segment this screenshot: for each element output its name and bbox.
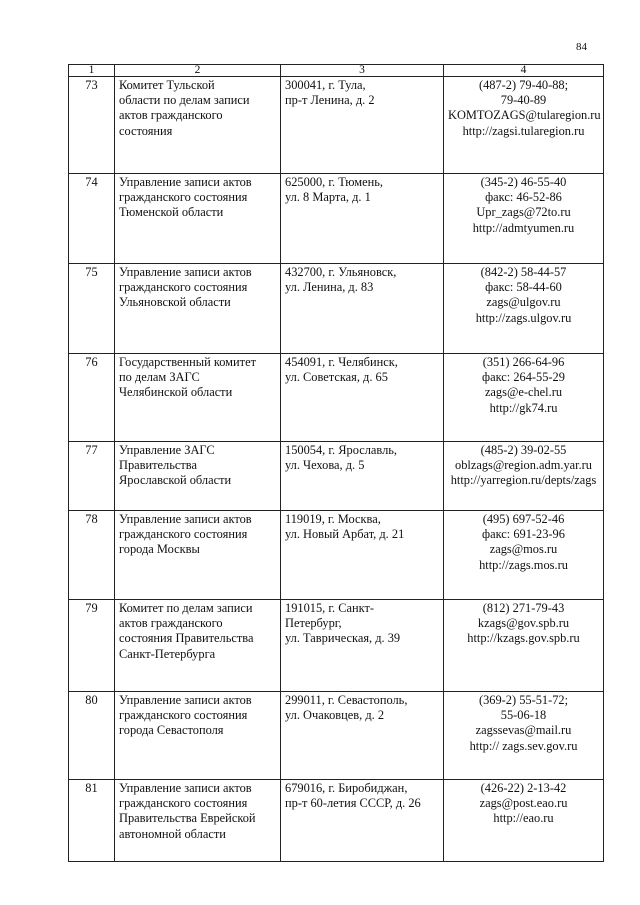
organization-contacts-line: http://kzags.gov.spb.ru — [467, 631, 580, 646]
organization-contacts-line: (495) 697-52-46 — [482, 512, 565, 526]
organization-address-line: Петербург, — [285, 616, 342, 631]
organization-address-line: пр-т 60-летия СССР, д. 26 — [285, 796, 421, 811]
organization-name — [115, 442, 281, 511]
organization-name-line: Комитет Тульской — [119, 78, 215, 92]
organization-contacts — [444, 77, 604, 174]
organization-name-line: Государственный комитет — [119, 355, 256, 369]
organization-name — [115, 174, 281, 264]
table-row — [69, 174, 604, 264]
row-number: 79 — [69, 600, 115, 692]
organization-address-line: ул. Новый Арбат, д. 21 — [285, 527, 405, 542]
row-number: 75 — [69, 264, 115, 354]
organization-address-line: ул. Чехова, д. 5 — [285, 458, 365, 473]
organization-address-line: пр-т Ленина, д. 2 — [285, 93, 375, 108]
row-number: 76 — [69, 354, 115, 442]
organization-name-line: Правительства Еврейской — [119, 811, 256, 826]
header-row — [69, 65, 604, 77]
organization-address-line: 299011, г. Севастополь, — [285, 693, 408, 707]
organization-contacts — [444, 692, 604, 780]
organization-contacts-line: факс: 46-52-86 — [485, 190, 562, 205]
header-col-1: 1 — [69, 65, 115, 77]
organization-address-line: ул. 8 Марта, д. 1 — [285, 190, 371, 205]
organization-address-line: 454091, г. Челябинск, — [285, 355, 398, 369]
header-col-4: 4 — [444, 65, 604, 77]
page-number: 84 — [576, 41, 587, 53]
organization-name-line: Комитет по делам записи — [119, 601, 253, 615]
organization-name-line: Управление записи актов — [119, 512, 252, 526]
organization-contacts-line: http://gk74.ru — [489, 400, 558, 415]
organization-address-line: ул. Советская, д. 65 — [285, 370, 388, 385]
organization-address-line: 679016, г. Биробиджан, — [285, 781, 408, 795]
organization-address-line: 119019, г. Москва, — [285, 512, 381, 526]
organization-name — [115, 354, 281, 442]
organization-address-line: 432700, г. Ульяновск, — [285, 265, 397, 279]
organization-contacts — [444, 264, 604, 354]
organization-name-line: состояния Правительства — [119, 631, 254, 646]
row-number: 74 — [69, 174, 115, 264]
organization-contacts — [444, 511, 604, 600]
organization-contacts-line: Upr_zags@72to.ru — [476, 205, 571, 220]
organization-address — [281, 77, 444, 174]
organization-name-line: Тюменской области — [119, 205, 224, 220]
organization-contacts-line: факс: 58-44-60 — [485, 280, 562, 295]
organization-name-line: города Москвы — [119, 542, 200, 557]
organization-name-line: Управление ЗАГС — [119, 443, 215, 457]
organization-contacts-line: http://zags.mos.ru — [479, 557, 568, 572]
organization-name — [115, 511, 281, 600]
organization-address-line: 625000, г. Тюмень, — [285, 175, 384, 189]
organization-contacts-line: (842-2) 58-44-57 — [480, 265, 567, 279]
table-row — [69, 442, 604, 511]
organization-contacts-line: http://yarregion.ru/depts/zags — [450, 473, 597, 488]
organization-name-line: области по делам записи — [119, 93, 250, 108]
organization-contacts-line: (812) 271-79-43 — [482, 601, 565, 615]
row-number: 73 — [69, 77, 115, 174]
organization-address-line: 150054, г. Ярославль, — [285, 443, 398, 457]
organization-name-line: Челябинской области — [119, 385, 233, 400]
organization-name-line: гражданского состояния — [119, 708, 248, 723]
organization-name-line: состояния — [119, 123, 173, 138]
organization-contacts-line: факс: 264-55-29 — [482, 370, 565, 385]
organization-contacts-line: (351) 266-64-96 — [482, 355, 565, 369]
header-col-3: 3 — [281, 65, 444, 77]
organization-name-line: автономной области — [119, 826, 226, 841]
organization-name — [115, 264, 281, 354]
organization-contacts — [444, 442, 604, 511]
organization-name-line: Санкт-Петербурга — [119, 646, 216, 661]
organization-address — [281, 354, 444, 442]
organization-address — [281, 600, 444, 692]
organization-contacts-line: zags@ulgov.ru — [486, 295, 561, 310]
organization-name-line: актов гражданского — [119, 108, 223, 123]
organization-address-line: ул. Ленина, д. 83 — [285, 280, 374, 295]
header-col-2: 2 — [115, 65, 281, 77]
organization-name-line: Управление записи актов — [119, 175, 252, 189]
table-row — [69, 77, 604, 174]
organization-name — [115, 780, 281, 862]
organization-name-line: города Севастополя — [119, 723, 224, 738]
row-number: 80 — [69, 692, 115, 780]
organization-address — [281, 692, 444, 780]
organization-contacts-line: KOMTOZAGS@tularegion.ru — [448, 108, 601, 123]
organization-contacts-line: zags@e-chel.ru — [484, 385, 563, 400]
organization-contacts-line: http://zagsi.tularegion.ru — [462, 123, 585, 138]
organization-contacts-line: http:// zags.sev.gov.ru — [469, 738, 578, 753]
table-row — [69, 780, 604, 862]
organization-contacts — [444, 354, 604, 442]
organization-contacts-line: http://zags.ulgov.ru — [475, 310, 572, 325]
organization-contacts-line: 79-40-89 — [500, 93, 547, 108]
registry-table — [68, 64, 604, 862]
table-body — [69, 77, 604, 862]
organization-contacts-line: (487-2) 79-40-88; — [478, 78, 569, 92]
table-row — [69, 692, 604, 780]
organization-name-line: Управление записи актов — [119, 693, 252, 707]
organization-address-line: ул. Таврическая, д. 39 — [285, 631, 401, 646]
organization-contacts-line: (485-2) 39-02-55 — [480, 443, 567, 457]
organization-contacts-line: (345-2) 46-55-40 — [480, 175, 567, 189]
organization-name-line: Правительства — [119, 458, 197, 473]
table-row — [69, 264, 604, 354]
organization-address — [281, 174, 444, 264]
organization-contacts-line: zags@mos.ru — [489, 542, 558, 557]
organization-contacts-line: 55-06-18 — [500, 708, 547, 723]
organization-name-line: Управление записи актов — [119, 781, 252, 795]
organization-address-line: 300041, г. Тула, — [285, 78, 366, 92]
organization-name — [115, 692, 281, 780]
organization-name-line: Ульяновской области — [119, 295, 231, 310]
organization-contacts-line: zagssevas@mail.ru — [475, 723, 572, 738]
organization-name-line: Ярославской области — [119, 473, 232, 488]
organization-address-line: 191015, г. Санкт- — [285, 601, 375, 615]
row-number: 78 — [69, 511, 115, 600]
organization-address — [281, 780, 444, 862]
organization-name — [115, 600, 281, 692]
organization-contacts-line: (426-22) 2-13-42 — [480, 781, 567, 795]
row-number: 77 — [69, 442, 115, 511]
organization-contacts — [444, 600, 604, 692]
organization-name-line: гражданского состояния — [119, 796, 248, 811]
organization-contacts-line: kzags@gov.spb.ru — [477, 616, 570, 631]
row-number: 81 — [69, 780, 115, 862]
organization-address-line: ул. Очаковцев, д. 2 — [285, 708, 385, 723]
organization-name-line: гражданского состояния — [119, 527, 248, 542]
organization-name — [115, 77, 281, 174]
organization-contacts-line: oblzags@region.adm.yar.ru — [455, 458, 592, 473]
organization-name-line: по делам ЗАГС — [119, 370, 200, 385]
organization-address — [281, 442, 444, 511]
organization-name-line: Управление записи актов — [119, 265, 252, 279]
table-row — [69, 354, 604, 442]
table-row — [69, 600, 604, 692]
organization-contacts — [444, 780, 604, 862]
organization-contacts-line: факс: 691-23-96 — [482, 527, 565, 542]
organization-address — [281, 264, 444, 354]
organization-name-line: гражданского состояния — [119, 280, 248, 295]
organization-contacts-line: http://admtyumen.ru — [472, 220, 575, 235]
organization-contacts — [444, 174, 604, 264]
organization-contacts-line: zags@post.eao.ru — [479, 796, 568, 811]
organization-contacts-line: (369-2) 55-51-72; — [478, 693, 569, 707]
organization-address — [281, 511, 444, 600]
organization-name-line: актов гражданского — [119, 616, 223, 631]
table-row — [69, 511, 604, 600]
organization-name-line: гражданского состояния — [119, 190, 248, 205]
organization-contacts-line: http://eao.ru — [493, 811, 554, 826]
